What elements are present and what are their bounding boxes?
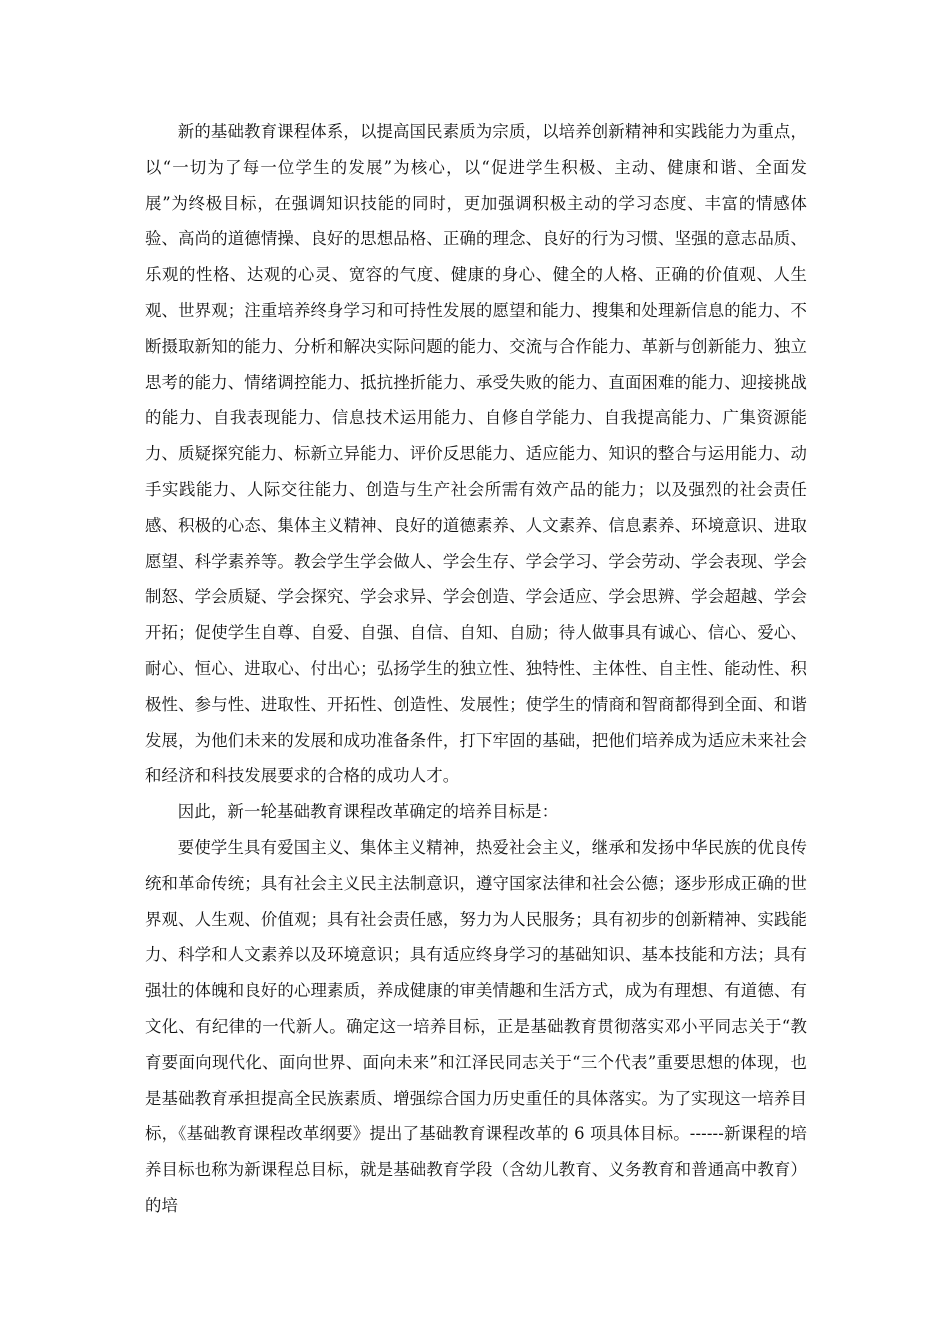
paragraph-training-goals: 要使学生具有爱国主义、集体主义精神，热爱社会主义，继承和发扬中华民族的优良传统和革命传统；具有社会主义民主法制意识，遵守国家法律和社会公德；逐步形成正确的世界观、人生观、价值观；具有社会责任感，努力为人民服务；具有初步的创新精神、实践能力、科学和人文素养以及环境意识；具有适应终身学习的基础知识、基本技能和方法；具有强壮的体魄和良好的心理素质，养成健康的审美情趣和生活方式，成为有理想、有道德、有文化、有纪律的一代新人。确定这一培养目标，正是基础教育贯彻落实邓小平同志关于“教育要面向现代化、面向世界、面向未来”和江泽民同志关于“三个代表”重要思想的体现，也是基础教育承担提高全民族素质、增强综合国力历史重任的具体落实。为了实现这一培养目标，《基础教育课程改革纲要》提出了基础教育课程改革的 6 项具体目标。------新课程的培养目标也称为新课程总目标，就是基础教育学段（含幼儿教育、义务教育和普通高中教育）的培	[145, 837, 807, 1215]
paragraph-curriculum-system: 新的基础教育课程体系，以提高国民素质为宗质，以培养创新精神和实践能力为重点，以“一切为了每一位学生的发展”为核心，以“促进学生积极、主动、健康和谐、全面发展”为终极目标，在强调知识技能的同时，更加强调积极主动的学习态度、丰富的情感体验、高尚的道德情操、良好的思想品格、正确的理念、良好的行为习惯、坚强的意志品质、乐观的性格、达观的心灵、宽容的气度、健康的身心、健全的人格、正确的价值观、人生观、世界观；注重培养终身学习和可持性发展的愿望和能力、搜集和处理新信息的能力、不断摄取新知的能力、分析和解决实际问题的能力、交流与合作能力、革新与创新能力、独立思考的能力、情绪调控能力、抵抗挫折能力、承受失败的能力、直面困难的能力、迎接挑战的能力、自我表现能力、信息技术运用能力、自修自学能力、自我提高能力、广集资源能力、质疑探究能力、标新立异能力、评价反思能力、适应能力、知识的整合与运用能力、动手实践能力、人际交往能力、创造与生产社会所需有效产品的能力；以及强烈的社会责任感、积极的心态、集体主义精神、良好的道德素养、人文素养、信息素养、环境意识、进取愿望、科学素养等。教会学生学会做人、学会生存、学会学习、学会劳动、学会表现、学会制怒、学会质疑、学会探究、学会求异、学会创造、学会适应、学会思辨、学会超越、学会开拓；促使学生自尊、自爱、自强、自信、自知、自励；待人做事具有诚心、信心、爱心、耐心、恒心、进取心、付出心；弘扬学生的独立性、独特性、主体性、自主性、能动性、积极性、参与性、进取性、开拓性、创造性、发展性；使学生的情商和智商都得到全面、和谐发展，为他们未来的发展和成功准备条件，打下牢固的基础，把他们培养成为适应未来社会和经济和科技发展要求的合格的成功人才。	[145, 122, 807, 786]
document-body	[145, 114, 807, 1224]
paragraph-therefore: 因此，新一轮基础教育课程改革确定的培养目标是：	[177, 802, 559, 822]
